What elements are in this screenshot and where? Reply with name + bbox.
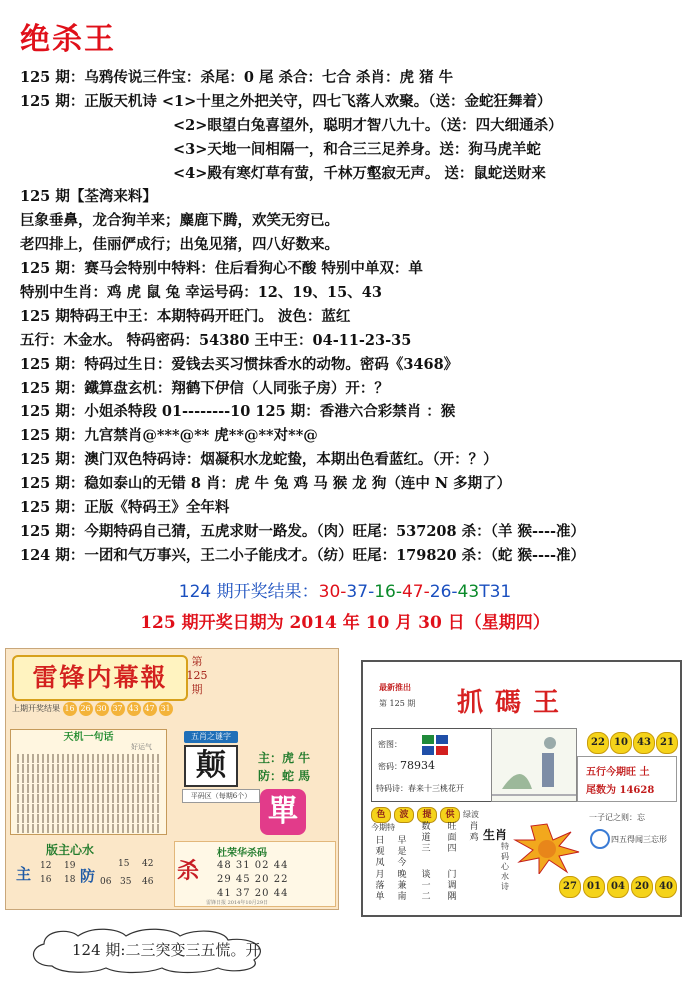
forecast-line: 125 期：赛马会特别中特料：住后看狗心不酸 特别中单双：单 <box>20 260 423 278</box>
poem-col: 早是今 <box>397 836 407 868</box>
forecast-lines <box>20 66 680 568</box>
forecast-line: 125 期：正版天机诗 <1>十里之外把关守，四七飞落人欢聚。（送：金蛇狂舞着） <box>20 92 552 110</box>
tail-text: 尾数为 14628 <box>586 785 655 796</box>
kill-char: 杀 <box>177 858 200 884</box>
wuxing-box <box>577 756 677 802</box>
forecast-line: 125 期：正版《特码王》全年料 <box>20 499 230 517</box>
wuxing-text: 五行今期旺 土 <box>586 767 650 778</box>
zhu-num: 19 <box>64 861 76 871</box>
shengxiao-sub: 特码心水诗 <box>501 842 509 891</box>
result-line <box>0 577 690 602</box>
forecast-line: <2>眼望白兔喜望外，聪明才智八九十。（送：四大细通杀） <box>173 116 563 134</box>
tianji-title: 天机一句话 <box>63 732 114 743</box>
forecast-line: 125 期：乌鸦传说三件宝：杀尾：0 尾 杀合：七合 杀肖：虎 猪 牛 <box>20 69 454 86</box>
zhu-num: 18 <box>64 875 76 885</box>
result-label: 124 期开奖结果： <box>178 582 319 602</box>
forecast-line: <3>天地一间相隔一，和合三三足养身。送：狗马虎羊蛇 <box>173 140 541 158</box>
forecast-line: 125 期：特码过生日：爱钱去买习惯抹香水的动物。密码《3468》 <box>20 355 459 373</box>
top-ball: 43 <box>633 732 655 754</box>
result-sep: - <box>423 582 430 602</box>
forecast-line: 125 期【荃湾来料】 <box>20 188 157 206</box>
result-sep: - <box>395 582 402 602</box>
pwd-label: 密码： <box>378 762 402 771</box>
code-label: 密图： <box>378 740 402 749</box>
mascot-icon <box>589 828 611 850</box>
text-row <box>17 754 160 763</box>
code-box <box>371 728 493 802</box>
top-ball: 22 <box>587 732 609 754</box>
issue-label: 第 125 期 <box>379 699 416 708</box>
forecast-line: 125 期：鐵算盘玄机：翔鹤下伊信（人同张子房）开：？ <box>20 379 389 397</box>
sha-title: 杜荣华杀码 <box>217 848 267 859</box>
fang-num: 06 <box>100 877 112 887</box>
bottom-balls <box>559 874 679 898</box>
zhu-fang-nums <box>14 857 164 901</box>
result-number: 30 <box>318 582 341 602</box>
forecast-line: 124 期：一团和气万事兴，王二小子能戌才。（纺）旺尾：179820 杀：（蛇 猴----准） <box>20 546 586 564</box>
forecast-line: <4>殿有寒灯草有萤，千林万壑寂无声。 送：鼠蛇送财来 <box>173 164 546 182</box>
memo: 一子记之则：忘 <box>589 813 645 822</box>
poem-col: 晚兼南 <box>397 870 407 902</box>
forecast-line: 125 期特码王中王：本期特码开旺门。 波色：蓝红 <box>20 307 351 325</box>
fang-num: 42 <box>142 859 154 869</box>
result-sep: - <box>368 582 375 602</box>
bottom-ball: 27 <box>559 876 581 898</box>
bottom-ball: 40 <box>655 876 677 898</box>
chip: 波 <box>394 807 414 823</box>
top-ball: 10 <box>610 732 632 754</box>
result-ball: 30 <box>95 702 109 716</box>
result-number: 37 <box>346 582 369 602</box>
illustration <box>491 728 577 802</box>
result-number: 26 <box>429 582 452 602</box>
fang-num: 35 <box>120 877 132 887</box>
result-ball: 43 <box>127 702 141 716</box>
forecast-line: 125 期：今期特码自己猜，五虎求财一路发。（肉）旺尾：537208 杀：（羊 猴----准） <box>20 522 586 540</box>
tianji-box <box>10 729 167 835</box>
forecast-line: 125 期：澳门双色特码诗：烟凝积水龙蛇蛰，本期出色看蓝红。（开：？） <box>20 451 498 469</box>
sha-box <box>174 841 336 907</box>
forecast-line: 125 期：九宫禁肖@***@** 虎**@**对**@ <box>20 427 318 445</box>
col-head: 今期特 <box>371 823 395 832</box>
leifeng-poster <box>5 648 339 910</box>
zhu-num: 16 <box>40 875 52 885</box>
pingma-label: 平码区（每期6个） <box>182 789 260 803</box>
fang-num: 15 <box>118 859 130 869</box>
poster-last-results <box>12 701 212 717</box>
poster-title: 雷锋内幕報 <box>12 655 188 701</box>
fang-num: 46 <box>142 877 154 887</box>
bottom-ball: 20 <box>631 876 653 898</box>
sha-row: 29 45 20 22 <box>217 874 289 885</box>
forecast-line: 巨象垂鼻，龙合狗羊来；麋鹿下腾，欢笑无穷已。 <box>20 212 339 230</box>
text-row <box>17 804 160 813</box>
poster-footer: 雷锋日报 2014年10月29日 <box>206 900 269 906</box>
sha-row: 41 37 20 44 <box>217 888 289 899</box>
poem-grid <box>371 822 487 906</box>
seal-tag: 五肖之谜字 <box>184 731 238 743</box>
bottom-ball: 04 <box>607 876 629 898</box>
poster-name: 抓碼王 <box>457 688 572 718</box>
result-numbers <box>319 582 480 602</box>
shengxiao-label: 生肖 <box>483 828 508 842</box>
ball-list <box>63 704 175 713</box>
poem-col: 肖鸡 <box>469 822 479 843</box>
poem-col: 旺面四 <box>447 822 457 854</box>
balls-label: 上期开奖结果 <box>12 704 60 713</box>
result-ball: 37 <box>111 702 125 716</box>
text-row <box>17 774 160 783</box>
seal-char: 颠 <box>184 745 238 787</box>
result-ball: 26 <box>79 702 93 716</box>
tiger-icon <box>513 822 581 874</box>
poster-issue: 第125期 <box>186 655 208 696</box>
draw-date: 125 期开奖日期为 2014 年 10 月 30 日（星期四） <box>140 613 550 633</box>
forecast-line: 125 期：稳如泰山的无错 8 肖：虎 牛 兔 鸡 马 猴 龙 狗（连中 N 多期了） <box>20 475 512 493</box>
zhu-label: 主 <box>16 865 32 883</box>
bottom-ball: 01 <box>583 876 605 898</box>
xinshui-label: 版主心水 <box>46 843 95 857</box>
fang-label: 防 <box>80 867 96 885</box>
code-graphic-icon <box>420 733 450 757</box>
text-row <box>17 794 160 803</box>
fang-line: 防：蛇 馬 <box>258 769 311 783</box>
chip: 色 <box>371 807 391 823</box>
forecast-line: 老四排上，佳丽俨成行；出兔见猪，四八好数来。 <box>20 236 339 254</box>
zhuama-poster <box>361 660 682 917</box>
text-row <box>17 824 160 833</box>
result-special: T31 <box>479 582 512 602</box>
result-number: 47 <box>401 582 424 602</box>
poem-col: 谈一二 <box>421 870 431 902</box>
chips-tail: 绿波 <box>463 810 479 819</box>
poem-col: 门调隅 <box>447 870 457 902</box>
chip: 提 <box>417 807 437 823</box>
top-balls <box>587 730 679 754</box>
forecast-line: 特别中生肖：鸡 虎 鼠 兔 幸运号码：12、19、15、43 <box>20 284 382 302</box>
memo2: 四五得闻三忘形 <box>611 835 667 844</box>
forecast-line: 五行：木金水。 特码密码：54380 王中王：04-11-23-35 <box>20 331 412 349</box>
top-ball: 21 <box>656 732 678 754</box>
tianji-sub: 好运气 <box>131 743 152 751</box>
result-sep: - <box>451 582 458 602</box>
pwd-value: 78934 <box>400 759 435 772</box>
text-row <box>17 814 160 823</box>
result-ball: 47 <box>143 702 157 716</box>
seal-box <box>184 731 238 781</box>
dan-badge: 單 <box>260 789 306 835</box>
poem-col: 月落单 <box>375 870 385 902</box>
zhu-fang <box>258 749 310 785</box>
result-number: 16 <box>374 582 396 602</box>
page-title: 绝杀王 <box>20 22 116 57</box>
chips <box>371 802 479 823</box>
result-ball: 31 <box>159 702 173 716</box>
text-row <box>17 784 160 793</box>
chip: 供 <box>440 807 460 823</box>
zhu-line: 主：虎 牛 <box>258 751 311 765</box>
zhu-num: 12 <box>40 861 52 871</box>
result-number: 43 <box>457 582 480 602</box>
result-sep: - <box>340 582 347 602</box>
text-row <box>17 764 160 773</box>
poem-col: 日观凤 <box>375 836 385 868</box>
result-ball: 16 <box>63 702 77 716</box>
figure-icon <box>492 729 576 801</box>
sha-row: 48 31 02 44 <box>217 860 289 871</box>
forecast-line: 125 期：小姐杀特段 01--------10 125 期：香港六合彩禁肖 ：猴 <box>20 403 456 421</box>
tema-label: 特码诗：春来十三桃花开 <box>376 784 464 793</box>
poem-col: 数道三 <box>421 822 431 854</box>
cloud-text: 124 期:二三突变三五慌。开 <box>72 941 261 959</box>
new-label: 最新推出 <box>379 682 411 692</box>
